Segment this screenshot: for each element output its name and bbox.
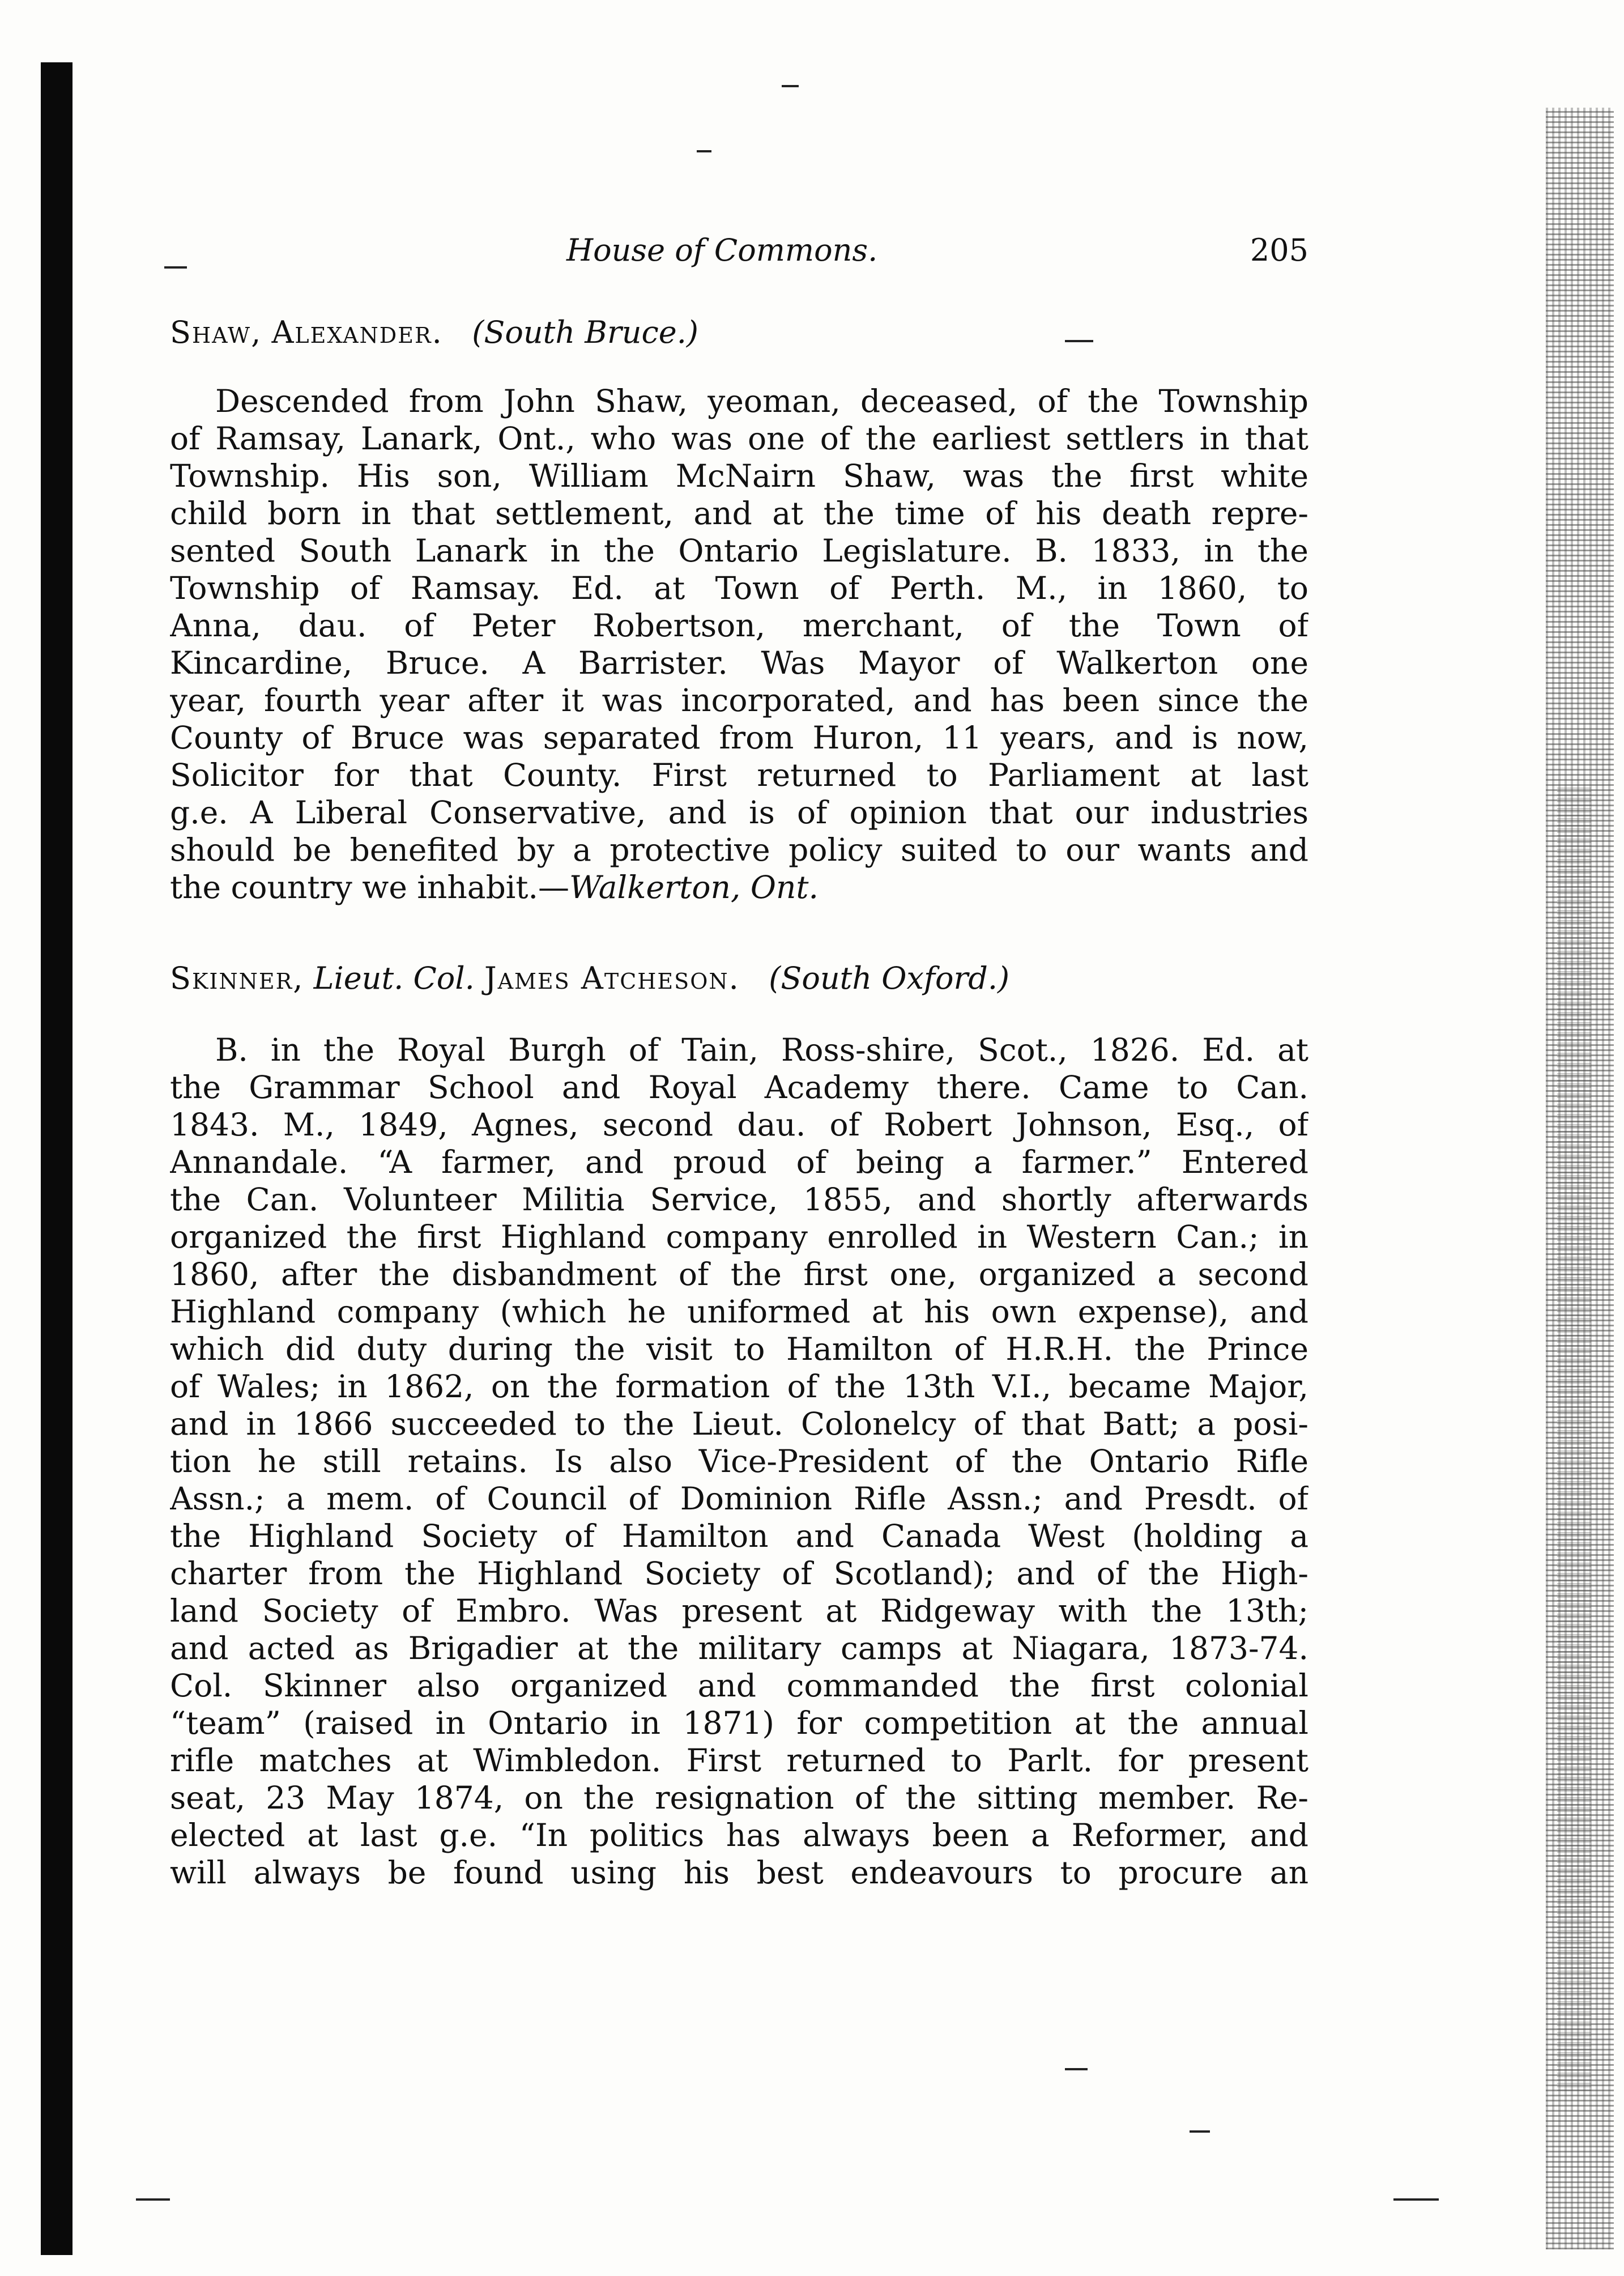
body-line: elected at last g.e. “In politics has always been a Reformer, and <box>170 1817 1308 1853</box>
page-number: 205 <box>1250 232 1308 268</box>
entry-riding: (South Oxford.) <box>769 960 1010 996</box>
entry-address: Walkerton, Ont. <box>569 869 819 905</box>
body-line: 1843. M., 1849, Agnes, second dau. of Robert Johnson, Esq., of <box>170 1107 1308 1143</box>
body-line: g.e. A Liberal Conservative, and is of opinion that our industries <box>170 794 1308 831</box>
body-line: child born in that settlement, and at the time of his death repre- <box>170 495 1308 531</box>
entry-surname: Skinner, <box>170 960 304 996</box>
entry-given-name: Alexander. <box>271 314 443 350</box>
body-line: Kincardine, Bruce. A Barrister. Was Mayor of Walkerton one <box>170 645 1308 681</box>
body-line: and in 1866 succeeded to the Lieut. Colonelcy of that Batt; a posi- <box>170 1406 1308 1442</box>
entry-body-shaw <box>170 382 1308 906</box>
body-line: should be benefited by a protective policy suited to our wants and <box>170 832 1308 868</box>
body-line: Highland company (which he uniformed at his own expense), and <box>170 1294 1308 1330</box>
body-line: Col. Skinner also organized and commanded the first colonial <box>170 1667 1308 1704</box>
body-line: land Society of Embro. Was present at Ridgeway with the 13th; <box>170 1593 1308 1629</box>
body-line: and acted as Brigadier at the military camps at Niagara, 1873-74. <box>170 1630 1308 1666</box>
body-line: will always be found using his best endeavours to procure an <box>170 1854 1308 1891</box>
body-line: tion he still retains. Is also Vice-President of the Ontario Rifle <box>170 1443 1308 1479</box>
entry-heading-skinner <box>170 960 1009 996</box>
body-line: 1860, after the disbandment of the first one, organized a second <box>170 1256 1308 1292</box>
body-line: which did duty during the visit to Hamilton of H.R.H. the Prince <box>170 1331 1308 1367</box>
scan-speck <box>782 85 799 87</box>
running-head-title: House of Commons. <box>566 232 878 268</box>
body-line: Township of Ramsay. Ed. at Town of Perth. M., in 1860, to <box>170 570 1308 606</box>
scan-speck <box>1065 2068 1088 2070</box>
entry-heading-shaw <box>170 314 698 350</box>
body-line: the Grammar School and Royal Academy there. Came to Can. <box>170 1069 1308 1105</box>
scan-speck <box>1065 340 1093 342</box>
body-line: Solicitor for that County. First returned to Parliament at last <box>170 757 1308 793</box>
body-line: County of Bruce was separated from Huron, 11 years, and is now, <box>170 720 1308 756</box>
binding-edge <box>41 62 73 2255</box>
body-line: of Wales; in 1862, on the formation of the 13th V.I., became Major, <box>170 1368 1308 1405</box>
body-line: sented South Lanark in the Ontario Legislature. B. 1833, in the <box>170 533 1308 569</box>
entry-riding: (South Bruce.) <box>472 314 698 350</box>
scan-artifact-strip <box>1546 108 1614 2249</box>
body-line: of Ramsay, Lanark, Ont., who was one of the earliest settlers in that <box>170 420 1308 457</box>
entry-body-skinner <box>170 1031 1308 1891</box>
scan-speck <box>697 150 711 152</box>
body-line: the Highland Society of Hamilton and Canada West (holding a <box>170 1518 1308 1554</box>
scan-speck <box>1190 2130 1210 2133</box>
body-line: organized the first Highland company enrolled in Western Can.; in <box>170 1219 1308 1255</box>
body-line: B. in the Royal Burgh of Tain, Ross-shire, Scot., 1826. Ed. at <box>215 1032 1308 1068</box>
body-line: Descended from John Shaw, yeoman, deceased, of the Township <box>215 383 1308 419</box>
body-line: Assn.; a mem. of Council of Dominion Rifle Assn.; and Presdt. of <box>170 1481 1308 1517</box>
body-line: “team” (raised in Ontario in 1871) for competition at the annual <box>170 1705 1308 1741</box>
running-head <box>170 232 1308 278</box>
body-line: rifle matches at Wimbledon. First returned to Parlt. for present <box>170 1742 1308 1779</box>
body-line: Annandale. “A farmer, and proud of being a farmer.” Entered <box>170 1144 1308 1180</box>
body-line: Township. His son, William McNairn Shaw, was the first white <box>170 458 1308 494</box>
body-line: charter from the Highland Society of Scotland); and of the High- <box>170 1555 1308 1592</box>
closing-text: the country we inhabit.— <box>170 869 569 905</box>
entry-given-name: James Atcheson. <box>484 960 740 996</box>
entry-surname: Shaw, <box>170 314 262 350</box>
body-line: the Can. Volunteer Militia Service, 1855, and shortly afterwards <box>170 1181 1308 1218</box>
scan-artifact-inner <box>1557 788 1591 2091</box>
entry-rank: Lieut. Col. <box>313 960 475 996</box>
body-line-closing <box>170 869 1308 906</box>
scan-speck <box>136 2198 170 2201</box>
body-line: seat, 23 May 1874, on the resignation of the sitting member. Re- <box>170 1780 1308 1816</box>
scan-speck <box>1393 2198 1439 2201</box>
body-line: year, fourth year after it was incorporated, and has been since the <box>170 682 1308 718</box>
body-line: Anna, dau. of Peter Robertson, merchant, of the Town of <box>170 607 1308 644</box>
